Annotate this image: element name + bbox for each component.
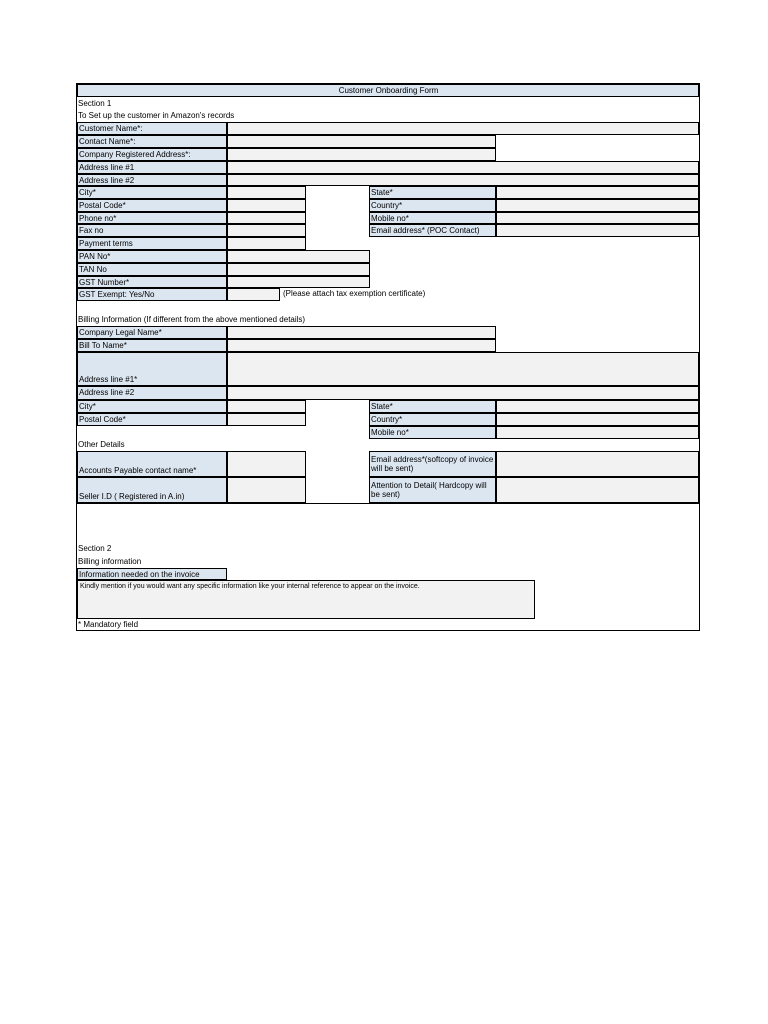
bill-to-name-label: Bill To Name* (77, 339, 227, 352)
city-label: City* (77, 186, 227, 199)
seller-id-input[interactable] (227, 477, 306, 503)
email-softcopy-label: Email address*(softcopy of invoice will be sent) (369, 451, 496, 477)
section-1-heading: Section 1 (78, 99, 112, 108)
billing-postal-code-label: Postal Code* (77, 413, 227, 426)
billing-state-label: State* (369, 400, 496, 413)
tan-no-label: TAN No (77, 263, 227, 276)
billing-state-input[interactable] (496, 400, 699, 413)
billing-mobile-no-label: Mobile no* (369, 426, 496, 439)
billing-country-input[interactable] (496, 413, 699, 426)
invoice-info-textarea[interactable]: Kindly mention if you would want any specific information like your internal reference to appear on the invoice. (77, 580, 535, 619)
email-address-label: Email address* (POC Contact) (369, 224, 496, 237)
accounts-payable-label: Accounts Payable contact name* (77, 451, 227, 477)
seller-id-label: Seller I.D ( Registered in A.in) (77, 477, 227, 503)
section-2-heading: Section 2 (78, 544, 112, 553)
city-input[interactable] (227, 186, 306, 199)
state-label: State* (369, 186, 496, 199)
contact-name-input[interactable] (227, 135, 496, 148)
email-address-input[interactable] (496, 224, 699, 237)
pan-no-label: PAN No* (77, 250, 227, 263)
section-2-subheading: Billing information (78, 557, 142, 566)
mandatory-footnote: * Mandatory field (78, 620, 139, 629)
accounts-payable-input[interactable] (227, 451, 306, 477)
gst-exempt-input[interactable] (227, 288, 280, 301)
payment-terms-input[interactable] (227, 237, 306, 250)
gst-exempt-label: GST Exempt: Yes/No (77, 288, 227, 301)
fax-no-label: Fax no (77, 224, 227, 237)
billing-country-label: Country* (369, 413, 496, 426)
company-registered-address-label: Company Registered Address*: (77, 148, 227, 161)
mobile-no-label: Mobile no* (369, 212, 496, 224)
billing-heading: Billing Information (If different from the above mentioned details) (78, 315, 306, 324)
other-details-heading: Other Details (78, 440, 125, 449)
section-divider (77, 503, 699, 504)
email-softcopy-input[interactable] (496, 451, 699, 477)
billing-address-line-2-input[interactable] (227, 386, 699, 400)
postal-code-label: Postal Code* (77, 199, 227, 212)
contact-name-label: Contact Name*: (77, 135, 227, 148)
address-line-2-input[interactable] (227, 174, 699, 186)
billing-address-line-2-label: Address line #2 (77, 386, 227, 400)
attention-to-input[interactable] (496, 477, 699, 503)
gst-exempt-note: (Please attach tax exemption certificate) (283, 289, 426, 298)
billing-address-line-1-label: Address line #1* (77, 352, 227, 386)
billing-address-line-1-input[interactable] (227, 352, 699, 386)
country-label: Country* (369, 199, 496, 212)
company-legal-name-label: Company Legal Name* (77, 326, 227, 339)
company-legal-name-input[interactable] (227, 326, 496, 339)
invoice-info-label: Information needed on the invoice (77, 568, 227, 580)
customer-name-input[interactable] (227, 122, 699, 135)
customer-onboarding-form (76, 83, 700, 631)
postal-code-input[interactable] (227, 199, 306, 212)
billing-city-input[interactable] (227, 400, 306, 413)
customer-name-label: Customer Name*: (77, 122, 227, 135)
gst-number-input[interactable] (227, 276, 370, 288)
form-title: Customer Onboarding Form (77, 84, 699, 97)
address-line-2-label: Address line #2 (77, 174, 227, 186)
phone-no-label: Phone no* (77, 212, 227, 224)
mobile-no-input[interactable] (496, 212, 699, 224)
fax-no-input[interactable] (227, 224, 306, 237)
attention-to-label: Attention to Detail( Hardcopy will be sent) (369, 477, 496, 503)
billing-city-label: City* (77, 400, 227, 413)
bill-to-name-input[interactable] (227, 339, 496, 352)
address-line-1-input[interactable] (227, 161, 699, 174)
billing-mobile-no-input[interactable] (496, 426, 699, 439)
billing-postal-code-input[interactable] (227, 413, 306, 426)
gst-number-label: GST Number* (77, 276, 227, 288)
tan-no-input[interactable] (227, 263, 370, 276)
company-registered-address-input[interactable] (227, 148, 496, 161)
country-input[interactable] (496, 199, 699, 212)
phone-no-input[interactable] (227, 212, 306, 224)
state-input[interactable] (496, 186, 699, 199)
section-1-subheading: To Set up the customer in Amazon's records (78, 111, 235, 120)
address-line-1-label: Address line #1 (77, 161, 227, 174)
payment-terms-label: Payment terms (77, 237, 227, 250)
pan-no-input[interactable] (227, 250, 370, 263)
